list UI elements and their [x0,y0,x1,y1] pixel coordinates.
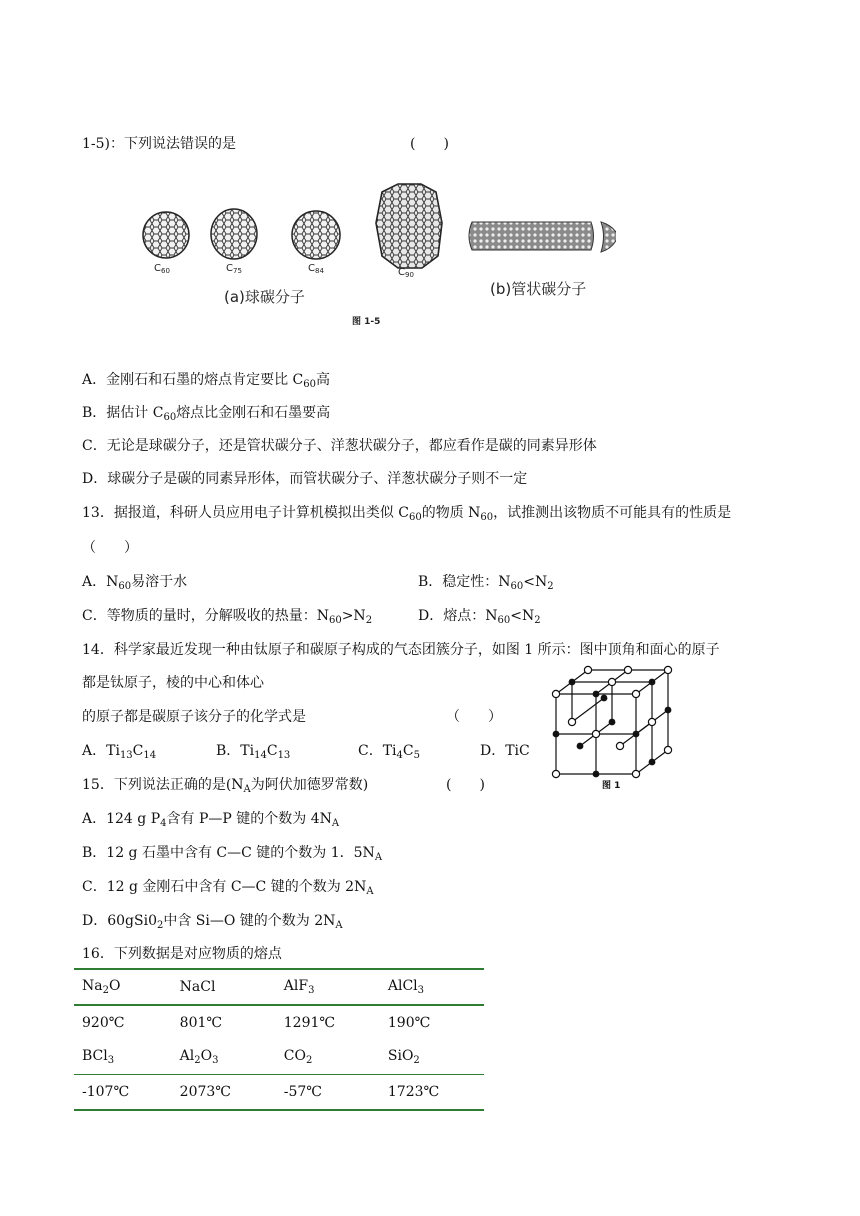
table-cell: 801℃ [172,1005,276,1040]
answer-paren: ( ) [410,136,449,152]
cube-figure-label: 图 1 [602,781,621,791]
q15-option-c: C．12 g 金刚石中含有 C—C 键的个数为 $2N_A$ [82,879,374,897]
melting-point-table [74,968,484,1111]
q16-stem: 16．下列数据是对应物质的熔点 [82,946,282,962]
table-row [74,1075,484,1111]
intro-option-c: C．无论是球碳分子，还是管状碳分子、洋葱状碳分子，都应看作是碳的同素异形体 [82,438,597,454]
q15-option-d: D．$60gSi0_2$中含 Si—O 键的个数为 $2N_A$ [82,913,343,931]
intro-option-a: A．金刚石和石墨的熔点肯定要比 $C_{60}$高 [82,372,331,390]
table-row [74,969,484,1005]
q14-stem-1: 14．科学家最近发现一种由钛原子和碳原子构成的气态团簇分子，如图 1 所示：图中顶角和面心的原子 [82,642,720,658]
table-cell: 2073℃ [172,1075,276,1111]
c75-label: $C_{75}$ [226,263,242,275]
table-cell: 1291℃ [276,1005,380,1040]
q14-stem-3: 的原子都是碳原子该分子的化学式是 [82,709,306,725]
caption-tube: (b)管状碳分子 [490,280,587,298]
cluster-cube-figure [548,662,678,792]
table-cell: AlF$_3$ [276,969,380,1005]
q13-paren: （ ） [82,540,138,556]
q14-option-b: B．$Ti_{14}C_{13}$ [216,743,291,761]
table-cell: BCl$_3$ [74,1040,172,1075]
table-cell: -57℃ [276,1075,380,1111]
question-intro-text: 1-5)：下列说法错误的是 [82,136,237,152]
q14-option-c: C．$Ti_4C_5$ [358,743,420,761]
q15-paren: ( ) [446,777,485,793]
table-row [74,1005,484,1040]
table-cell: NaCl [172,969,276,1005]
c60-molecule [143,212,189,258]
table-cell: -107℃ [74,1075,172,1111]
q15-stem: 15．下列说法正确的是($N_A$为阿伏加德罗常数) [82,777,369,795]
c60-label: $C_{60}$ [154,263,170,275]
q13-option-c: C．等物质的量时，分解吸收的热量：$N_{60}>N_2$ [82,608,373,626]
intro-option-d: D．球碳分子是碳的同素异形体，而管状碳分子、洋葱状碳分子则不一定 [82,471,528,487]
q13-stem: 13．据报道，科研人员应用电子计算机模拟出类似 $C_{60}$的物质 $N_{60}$，试推测出该物质不可能具有的性质是 [82,505,732,523]
q14-paren: （ ） [446,709,502,725]
table-cell: $CO_2$ [276,1040,380,1075]
c90-label: $C_{90}$ [398,267,414,279]
c90-molecule [376,184,442,268]
caption-sphere: (a)球碳分子 [224,288,305,306]
question-intro [82,133,236,153]
q15-option-a: A．124 g $P_4$含有 P—P 键的个数为 $4N_A$ [82,811,340,829]
q14-stem-2: 都是钛原子，棱的中心和体心 [82,675,264,691]
table-row [74,1040,484,1075]
table-cell: AlCl$_3$ [380,969,484,1005]
q13-option-b: B．稳定性：$N_{60}<N_2$ [418,574,554,592]
figure-label: 图 1-5 [352,317,381,327]
q15-option-b: B．12 g 石墨中含有 C—C 键的个数为 1．$5N_A$ [82,845,383,863]
table-cell: $Al_2O_3$ [172,1040,276,1075]
q13-option-a: A．$N_{60}$易溶于水 [82,574,188,592]
q13-option-d: D．熔点：$N_{60}<N_2$ [418,608,541,626]
table-cell: 920℃ [74,1005,172,1040]
carbon-molecules-figure [136,178,616,328]
q14-option-d: D．TiC [480,743,530,759]
q14-option-a: A．$Ti_{13}C_{14}$ [82,743,157,761]
c84-molecule [292,211,340,259]
nanotube-molecule [469,222,616,252]
intro-option-b: B．据估计 $C_{60}$熔点比金刚石和石墨要高 [82,405,331,423]
table-cell: $Na_2O$ [74,969,172,1005]
table-cell: 1723℃ [380,1075,484,1111]
c84-label: $C_{84}$ [308,263,324,275]
table-cell: SiO$_2$ [380,1040,484,1075]
table-cell: 190℃ [380,1005,484,1040]
c75-molecule [211,209,257,259]
